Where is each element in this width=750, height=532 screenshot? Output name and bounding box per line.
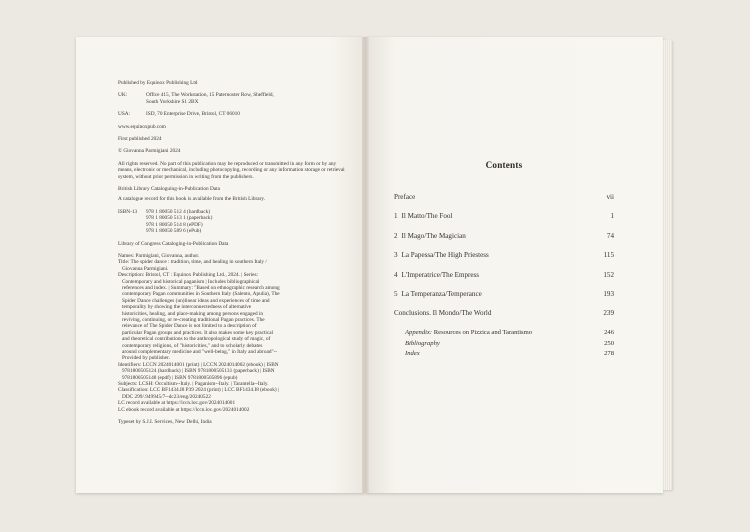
page-number: 250 [604, 339, 614, 347]
address-usa [118, 111, 348, 117]
isbn-item: 978 1 80050 512 4 (hardback) [146, 208, 210, 215]
cip-line: reviving, continuing, or re-creating traditional Pagan practices. The [122, 316, 265, 323]
page-number: 74 [606, 231, 614, 240]
cip-line: Giovanna Parmigiani. [122, 265, 169, 272]
cip-data [118, 253, 348, 413]
toc-entry-title [394, 193, 415, 201]
cip-line: Spider Dance challenges (un)linear ideas and experiences of time and [122, 297, 270, 304]
cip-line: LC record available at https://lccn.loc.gov/2024014001 [118, 400, 236, 407]
copyright-notice: © Giovanna Parmigiani 2024 [118, 148, 181, 155]
chapter-title: Conclusions. Il Mondo/The World [394, 309, 492, 318]
back-entry-rest: Resources on Pizzica and Tarantismo [432, 328, 533, 336]
chapter-title: La Papessa/The High Priestess [401, 251, 489, 260]
book-gutter [362, 37, 369, 493]
isbn-item: 978 1 80050 514 8 (ePDF) [146, 221, 203, 228]
chapter-title: La Temperanza/Temperance [401, 289, 482, 298]
isbn-label: ISBN-13 [118, 208, 138, 215]
toc-entry[interactable] [394, 309, 614, 328]
table-of-contents [394, 160, 614, 361]
toc-back-entry[interactable] [405, 340, 614, 351]
toc-entry-title [394, 290, 482, 298]
cip-line: around complementary medicine and "well-being," in Italy and abroad"-- [122, 349, 278, 355]
cip-line: contemporary Pagan communities in Southern Italy (Salento, Apulia), The [122, 291, 280, 298]
toc-entry-title [394, 271, 479, 279]
cip-line: relevance of The Spider Dance is not limited to a description of [122, 323, 257, 330]
chapter-title: Preface [394, 193, 416, 201]
british-library-text: A catalogue record for this book is available from the British Library. [118, 196, 266, 203]
cip-line: 9781800505148 (epdf) | ISBN 9781800505896 (epub) [122, 374, 238, 381]
toc-entry[interactable] [394, 251, 614, 270]
isbn-list [146, 209, 348, 235]
first-published: First published 2024 [118, 136, 162, 143]
toc-list [394, 193, 614, 329]
address-label: UK: [118, 92, 128, 99]
toc-entry[interactable] [394, 290, 614, 309]
toc-back-entry[interactable] [405, 329, 614, 340]
rights-statement: All rights reserved. No part of this publication may be reproduced or transmitted in any form or by any means, electronic or mechanical, including photocopying, recording or any information storage or retrieval system, without prior permission in writing from the publishers. [118, 160, 345, 180]
page-number: 152 [603, 270, 614, 279]
cip-line: Description: Bristol, CT : Equinox Publishing Ltd., 2024. | Series: [118, 272, 259, 279]
chapter-number: 4 [394, 270, 398, 279]
page-number: 278 [604, 350, 614, 358]
toc-entry[interactable] [394, 271, 614, 290]
back-entry-title [405, 350, 420, 357]
cip-line: Provided by publisher. [122, 355, 170, 362]
address-line: ISD, 70 Enterprise Drive, Bristol, CT 06010 [146, 111, 240, 118]
back-entry-italic: Index [405, 350, 420, 358]
cip-line: temporality by showing the interconnectedness of alternative [122, 304, 252, 311]
cip-line: LC ebook record available at https://lccn.loc.gov/2024014002 [118, 406, 250, 413]
page-number: vii [606, 193, 614, 201]
cip-line: Identifiers: LCCN 2024014001 (print) | LCCN 2024014002 (ebook) | ISBN [118, 361, 279, 368]
back-entry-title [405, 329, 532, 336]
page-edge [663, 40, 672, 490]
cip-line: Title: The spider dance : tradition, time, and healing in southern Italy / [118, 259, 267, 266]
isbn-item: 978 1 80050 513 1 (paperback) [146, 215, 213, 222]
toc-back-matter [394, 329, 614, 361]
contents-title: Contents [485, 160, 523, 170]
publisher-line: Published by Equinox Publishing Ltd [118, 80, 198, 86]
page-number: 193 [603, 289, 614, 298]
toc-back-entry[interactable] [405, 350, 614, 361]
chapter-title: Il Mago/The Magician [401, 231, 466, 240]
loc-heading: Library of Congress Cataloging-in-Publication Data [118, 240, 229, 247]
back-entry-italic: Appendix: [405, 328, 433, 336]
cip-line: Subjects: LCSH: Occultism--Italy. | Paganism--Italy. | Tarantella--Italy. [118, 381, 269, 388]
page-number: 239 [603, 309, 614, 318]
page-number: 1 [610, 212, 614, 221]
chapter-number: 5 [394, 289, 398, 298]
typeset-credit: Typeset by S.J.I. Services, New Delhi, India [118, 419, 212, 426]
page-number: 246 [604, 328, 614, 336]
cip-line: Names: Parmigiani, Giovanna, author. [118, 252, 200, 259]
chapter-number: 2 [394, 231, 398, 240]
cip-line: contemporary religions, of "historicities," and to scholarly debates [122, 342, 263, 349]
back-entry-title [405, 340, 440, 347]
cip-line: particular Pagan groups and practices. It also makes some key practical [122, 329, 274, 336]
address-uk [118, 92, 348, 105]
cip-line: Classification: LCC BF1434.I8 P39 2024 (print) | LCC BF1434.I8 (ebook) | [118, 387, 280, 394]
toc-entry[interactable] [394, 193, 614, 212]
chapter-number: 3 [394, 251, 398, 260]
toc-entry-title [394, 232, 466, 240]
toc-entry-title [394, 251, 489, 259]
chapter-number: 1 [394, 212, 398, 221]
cip-line: DDC 299/.949945/7--dc23/eng/20240522 [122, 393, 211, 400]
british-library-heading: British Library Cataloguing-in-Publication Data [118, 186, 220, 193]
cip-line: Contemporary and historical paganism | Includes bibliographical [122, 278, 260, 285]
copyright-text [118, 80, 348, 431]
toc-entry[interactable] [394, 232, 614, 251]
chapter-title: L'Imperatrice/The Empress [401, 270, 480, 279]
chapter-title: Il Matto/The Fool [401, 212, 453, 221]
website: www.equinoxpub.com [118, 123, 166, 130]
toc-entry-title [394, 212, 452, 220]
cip-line: 9781800505124 (hardback) | ISBN 9781800505131 (paperback) | ISBN [122, 368, 275, 375]
toc-entry[interactable] [394, 212, 614, 231]
address-label: USA: [118, 111, 131, 118]
cip-line: references and index. | Summary: "Based on ethnographic research among [122, 284, 280, 291]
toc-entry-title [394, 309, 491, 317]
address-line: South Yorkshire S1 2BX [146, 98, 199, 105]
isbn-block [118, 209, 348, 235]
address-line: Office 415, The Workstation, 15 Paternoster Row, Sheffield, [146, 92, 274, 99]
cip-line: historicities, healing, and place-making among persons engaged in [122, 310, 264, 317]
back-entry-italic: Bibliography [405, 339, 440, 347]
cip-line: and theoretical contributions to the anthropological study of magic, of [122, 336, 271, 343]
page-number: 115 [603, 251, 614, 260]
isbn-item: 978 1 80050 589 6 (ePub) [146, 228, 202, 235]
